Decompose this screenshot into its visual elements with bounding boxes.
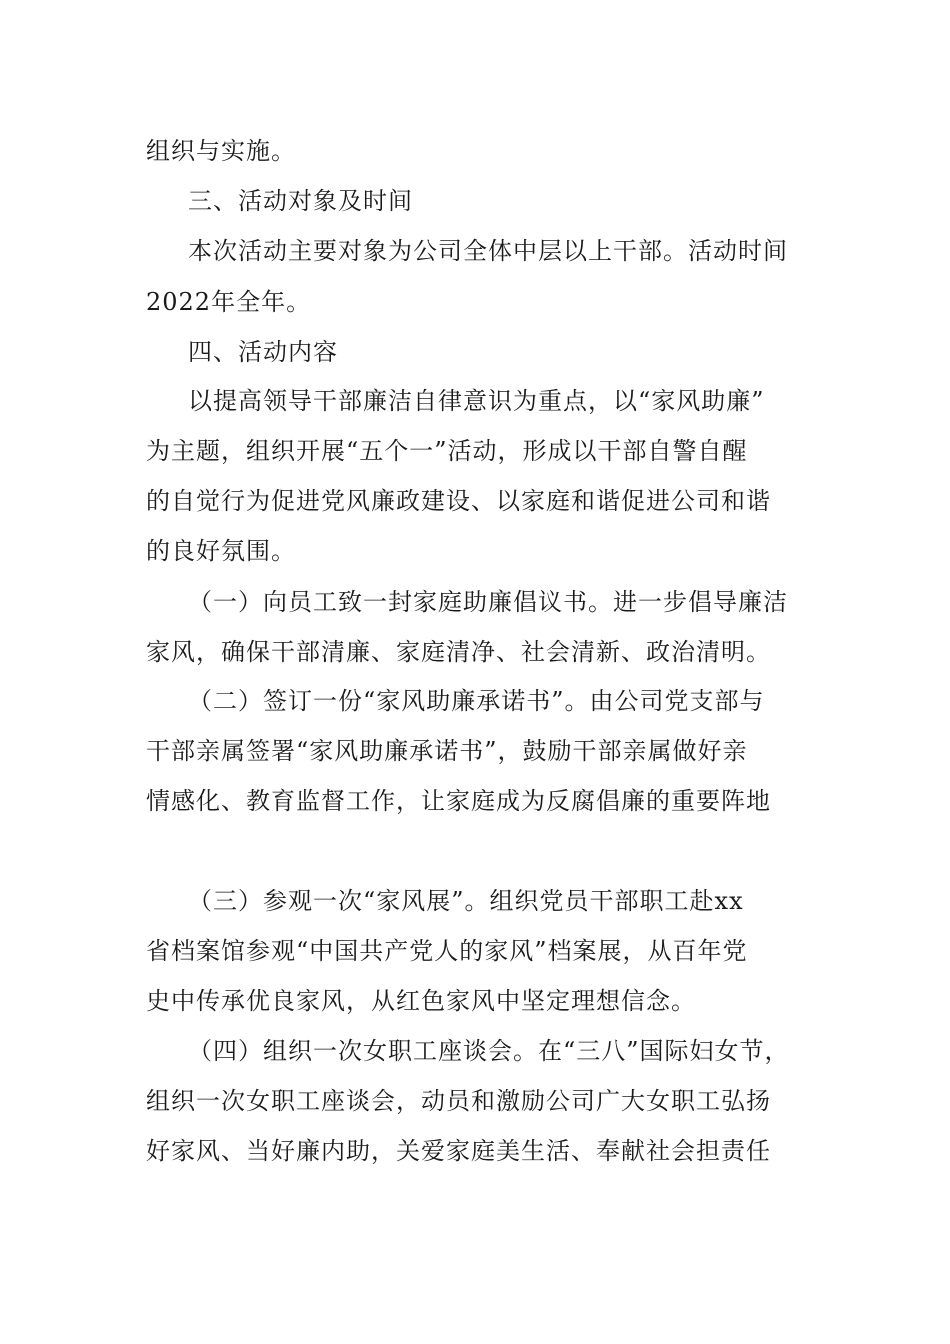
text-line: 的自觉行为促进党风廉政建设、以家庭和谐促进公司和谐 bbox=[146, 487, 771, 515]
text-line: 以提高领导干部廉洁自律意识为重点，以“家风助廉” bbox=[188, 387, 765, 415]
section-heading: 三、活动对象及时间 bbox=[188, 187, 413, 215]
text-line: 干部亲属签署“家风助廉承诺书”，鼓励干部亲属做好亲 bbox=[146, 737, 748, 765]
text-line: （三）参观一次“家风展”。组织党员干部职工赴xx bbox=[188, 887, 744, 915]
text-line: 本次活动主要对象为公司全体中层以上干部。活动时间 bbox=[188, 237, 788, 265]
text-line: （一）向员工致一封家庭助廉倡议书。进一步倡导廉洁 bbox=[188, 588, 788, 616]
text-line: （四）组织一次女职工座谈会。在“三八”国际妇女节， bbox=[188, 1037, 790, 1065]
text-line: （二）签订一份“家风助廉承诺书”。由公司党支部与 bbox=[188, 687, 765, 715]
text-line: 2022年全年。 bbox=[146, 288, 312, 316]
text-line: 家风，确保干部清廉、家庭清净、社会清新、政治清明。 bbox=[146, 638, 771, 666]
text-line: 史中传承优良家风，从红色家风中坚定理想信念。 bbox=[146, 987, 696, 1015]
text-line: 省档案馆参观“中国共产党人的家风”档案展，从百年党 bbox=[146, 937, 748, 965]
text-line: 为主题，组织开展“五个一”活动，形成以干部自警自醒 bbox=[146, 437, 748, 465]
text-line: 情感化、教育监督工作，让家庭成为反腐倡廉的重要阵地 bbox=[146, 787, 771, 815]
text-line: 好家风、当好廉内助，关爱家庭美生活、奉献社会担责任 bbox=[146, 1137, 771, 1165]
section-heading: 四、活动内容 bbox=[188, 338, 338, 366]
text-line: 组织与实施。 bbox=[146, 137, 296, 165]
text-line: 的良好氛围。 bbox=[146, 537, 296, 565]
text-line: 组织一次女职工座谈会，动员和激励公司广大女职工弘扬 bbox=[146, 1087, 771, 1115]
